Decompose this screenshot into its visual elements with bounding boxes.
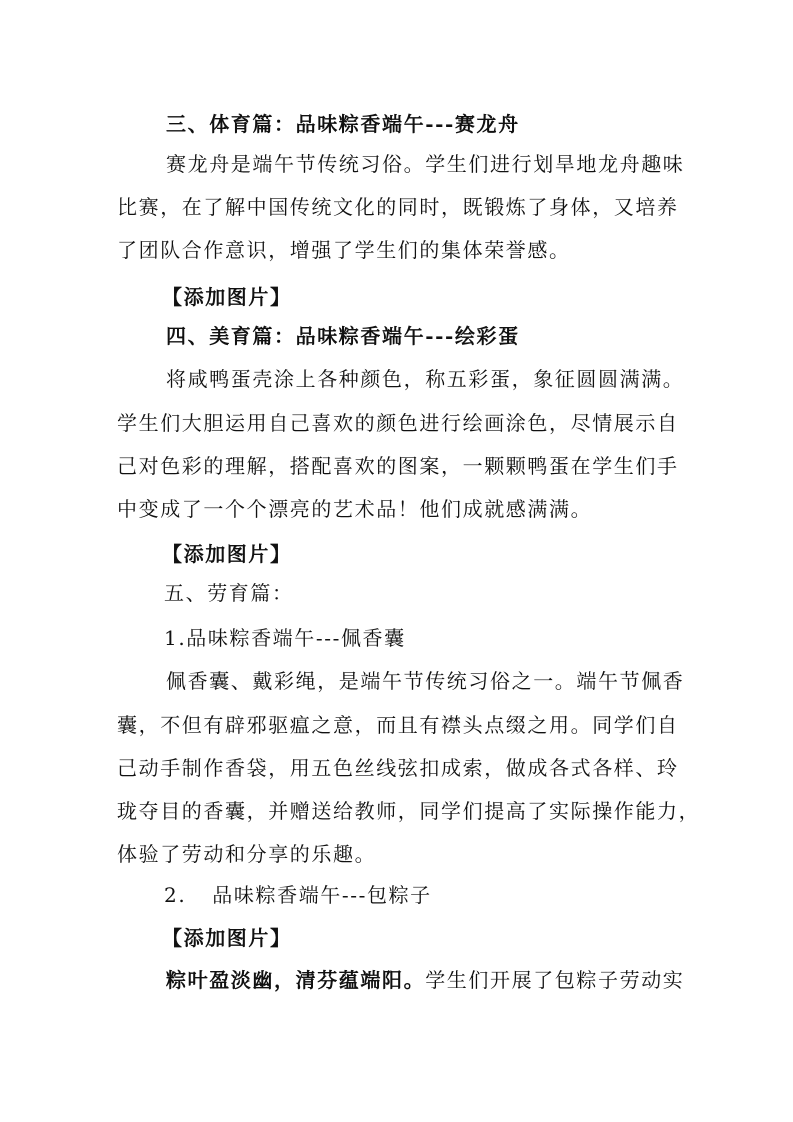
subsection-heading-sachet: 1.品味粽香端午---佩香囊 <box>164 626 406 650</box>
paragraph-line: 己对色彩的理解，搭配喜欢的图案，一颗颗鸭蛋在学生们手 <box>117 454 679 478</box>
paragraph-line: 赛龙舟是端午节传统习俗。学生们进行划旱地龙舟趣味 <box>166 152 685 176</box>
paragraph-line: 了团队合作意识，增强了学生们的集体荣誉感。 <box>117 238 571 262</box>
paragraph-text: 学生们开展了包粽子劳动实 <box>425 968 685 992</box>
paragraph-line: 佩香囊、戴彩绳，是端午节传统习俗之一。端午节佩香 <box>166 669 685 693</box>
bold-lead-text: 粽叶盈淡幽，清芬蕴端阳。 <box>166 968 426 992</box>
section-heading-art: 四、美育篇：品味粽香端午---绘彩蛋 <box>166 324 520 348</box>
paragraph-line: 珑夺目的香囊，并赠送给教师，同学们提高了实际操作能力， <box>117 799 701 823</box>
add-image-placeholder: 【添加图片】 <box>162 285 292 309</box>
paragraph-line: 比赛，在了解中国传统文化的同时，既锻炼了身体，又培养 <box>117 195 679 219</box>
paragraph-line: 将咸鸭蛋壳涂上各种颜色，称五彩蛋，象征圆圆满满。 <box>166 367 685 391</box>
add-image-placeholder: 【添加图片】 <box>162 542 292 566</box>
paragraph-line: 体验了劳动和分享的乐趣。 <box>117 842 377 866</box>
section-heading-sports: 三、体育篇：品味粽香端午---赛龙舟 <box>166 112 520 136</box>
paragraph-line: 囊，不但有辟邪驱瘟之意，而且有襟头点缀之用。同学们自 <box>117 713 679 737</box>
paragraph-line: 己动手制作香袋，用五色丝线弦扣成索，做成各式各样、玲 <box>117 756 679 780</box>
subsection-number: 2. <box>164 883 187 907</box>
paragraph-line: 学生们大胆运用自己喜欢的颜色进行绘画涂色，尽情展示自 <box>117 411 679 435</box>
subsection-title: 品味粽香端午---包粽子 <box>212 883 432 907</box>
paragraph-line: 中变成了一个个漂亮的艺术品！他们成就感满满。 <box>117 497 593 521</box>
subsection-heading-zongzi <box>164 881 793 909</box>
paragraph-line <box>166 966 793 994</box>
add-image-placeholder: 【添加图片】 <box>162 926 292 950</box>
section-heading-labor: 五、劳育篇： <box>164 581 294 605</box>
